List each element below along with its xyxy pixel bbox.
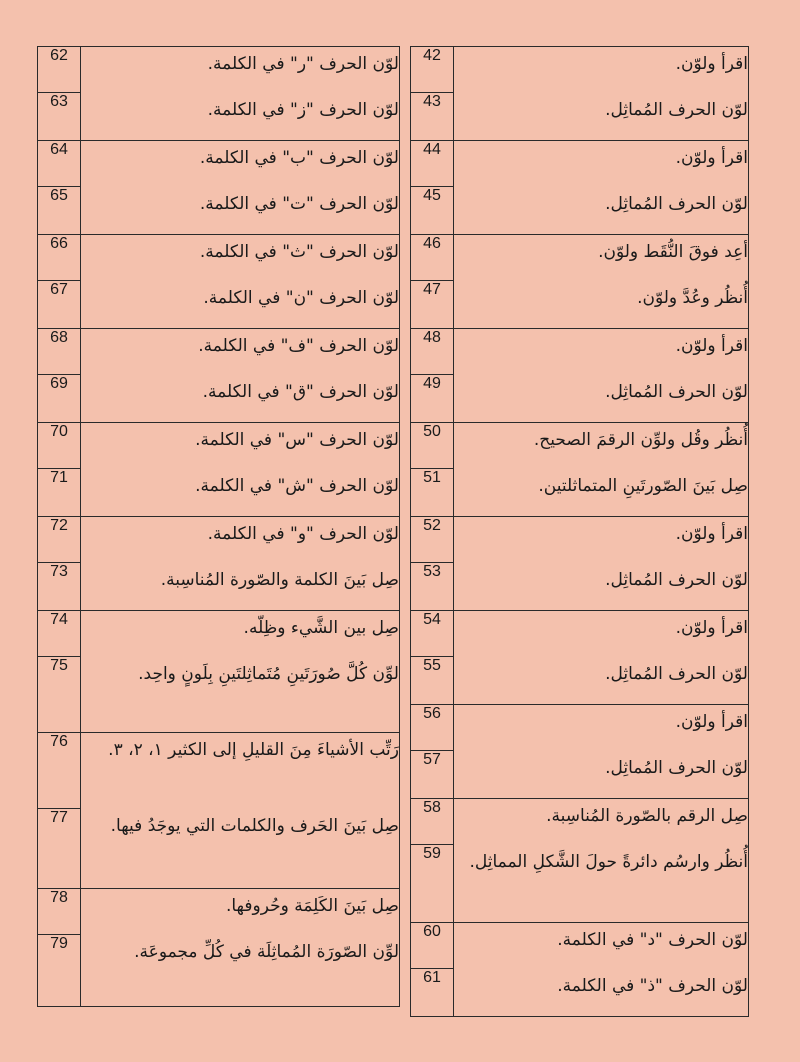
page-number: 42 [411,47,454,93]
page-number: 63 [38,93,81,141]
table-row [411,799,749,845]
table-row [411,969,749,1017]
instruction-text: أُنظُر وعُدَّ ولوّن. [454,281,749,329]
instruction-text: صِل بَينَ الحَرف والكلمات التي يوجَدُ فيها. [81,809,400,889]
page-number: 49 [411,375,454,423]
page-number: 46 [411,235,454,281]
table-row [38,469,400,517]
instruction-text: لوّن الحرف "س" في الكلمة. [81,423,400,469]
instruction-text: صِل بين الشَّيء وظِلّه. [81,611,400,657]
instruction-text: لوّن الحرف المُماثِل. [454,657,749,705]
page-number: 57 [411,751,454,799]
instruction-text: لوِّن كُلَّ صُورَتَينِ مُتَماثِلتَينِ بِلَونٍ واحِد. [81,657,400,733]
instruction-text: صِل بَينَ الكلمة والصّورة المُناسِبة. [81,563,400,611]
page-number: 56 [411,705,454,751]
page-number: 51 [411,469,454,517]
page-number: 79 [38,935,81,1007]
instruction-text: لوّن الحرف "ق" في الكلمة. [81,375,400,423]
instruction-text: لوّن الحرف "ت" في الكلمة. [81,187,400,235]
page-number: 71 [38,469,81,517]
page-number: 75 [38,657,81,733]
table-row [38,611,400,657]
table-row [411,423,749,469]
table-row [38,93,400,141]
table-row [411,923,749,969]
instruction-text: لوّن الحرف "ذ" في الكلمة. [454,969,749,1017]
page-number: 72 [38,517,81,563]
page-number: 59 [411,845,454,923]
table-row [411,611,749,657]
page-number: 48 [411,329,454,375]
instruction-text: اقرأ ولوّن. [454,141,749,187]
page-number: 45 [411,187,454,235]
instruction-text: لوّن الحرف المُماثِل. [454,375,749,423]
page-number: 64 [38,141,81,187]
page-number: 62 [38,47,81,93]
page-number: 60 [411,923,454,969]
table-row [411,845,749,923]
page-number: 44 [411,141,454,187]
page-number: 70 [38,423,81,469]
instruction-text: لوّن الحرف المُماثِل. [454,563,749,611]
instruction-text: صِل بَينَ الكَلِمَة وحُروفها. [81,889,400,935]
page-number: 68 [38,329,81,375]
instruction-text: اقرأ ولوّن. [454,47,749,93]
instruction-text: أُنظُر وقُل ولوِّن الرقمَ الصحيح. [454,423,749,469]
page-number: 54 [411,611,454,657]
toc-table-right [410,46,749,1017]
table-row [38,563,400,611]
instruction-text: لوّن الحرف المُماثِل. [454,751,749,799]
page-number: 67 [38,281,81,329]
table-row [411,469,749,517]
instruction-text: اقرأ ولوّن. [454,611,749,657]
table-row [411,329,749,375]
instruction-text: لوّن الحرف "ن" في الكلمة. [81,281,400,329]
table-row [411,375,749,423]
table-row [411,517,749,563]
page-number: 65 [38,187,81,235]
page-number: 73 [38,563,81,611]
table-row [411,93,749,141]
page-number: 76 [38,733,81,809]
instruction-text: لوّن الحرف المُماثِل. [454,93,749,141]
instruction-text: لوّن الحرف "ب" في الكلمة. [81,141,400,187]
page-number: 61 [411,969,454,1017]
page-number: 50 [411,423,454,469]
table-row [38,889,400,935]
table-row [411,657,749,705]
table-row [38,329,400,375]
table-row [411,751,749,799]
table-row [38,423,400,469]
table-row [38,281,400,329]
table-row [38,235,400,281]
table-row [38,809,400,889]
page-number: 47 [411,281,454,329]
toc-table-left [37,46,400,1007]
instruction-text: لوّن الحرف "ف" في الكلمة. [81,329,400,375]
instruction-text: أعِد فوقَ النُّقَط ولوّن. [454,235,749,281]
table-row [38,657,400,733]
page-number: 66 [38,235,81,281]
table-row [38,141,400,187]
table-row [38,187,400,235]
page-number: 69 [38,375,81,423]
table-row [38,47,400,93]
table-row [411,281,749,329]
page-number: 78 [38,889,81,935]
instruction-text: لوّن الحرف "ث" في الكلمة. [81,235,400,281]
table-row [38,517,400,563]
instruction-text: اقرأ ولوّن. [454,329,749,375]
page-number: 43 [411,93,454,141]
instruction-text: لوّن الحرف "ز" في الكلمة. [81,93,400,141]
table-row [38,935,400,1007]
page-number: 52 [411,517,454,563]
instruction-text: اقرأ ولوّن. [454,705,749,751]
instruction-text: أُنظُر وارسُم دائرةً حولَ الشَّكلِ المماثِل. [454,845,749,923]
instruction-text: صِل الرقم بالصّورة المُناسِبة. [454,799,749,845]
table-row [411,563,749,611]
table-row [411,705,749,751]
instruction-text: لوّن الحرف "ر" في الكلمة. [81,47,400,93]
table-row [411,235,749,281]
table-row [411,187,749,235]
table-row [411,47,749,93]
instruction-text: اقرأ ولوّن. [454,517,749,563]
instruction-text: لوّن الحرف "و" في الكلمة. [81,517,400,563]
instruction-text: صِل بَينَ الصّورتَينِ المتماثلتين. [454,469,749,517]
table-row [38,375,400,423]
instruction-text: لوِّن الصّورَة المُماثِلَة في كُلِّ مجموعَة. [81,935,400,1007]
page-number: 58 [411,799,454,845]
page-number: 77 [38,809,81,889]
page-number: 53 [411,563,454,611]
table-row [38,733,400,809]
instruction-text: لوّن الحرف المُماثِل. [454,187,749,235]
page-number: 55 [411,657,454,705]
instruction-text: رَتِّب الأشياءَ مِنَ القليلِ إلى الكثير ١، ٢، ٣. [81,733,400,809]
instruction-text: لوّن الحرف "د" في الكلمة. [454,923,749,969]
table-row [411,141,749,187]
instruction-text: لوّن الحرف "ش" في الكلمة. [81,469,400,517]
page-number: 74 [38,611,81,657]
